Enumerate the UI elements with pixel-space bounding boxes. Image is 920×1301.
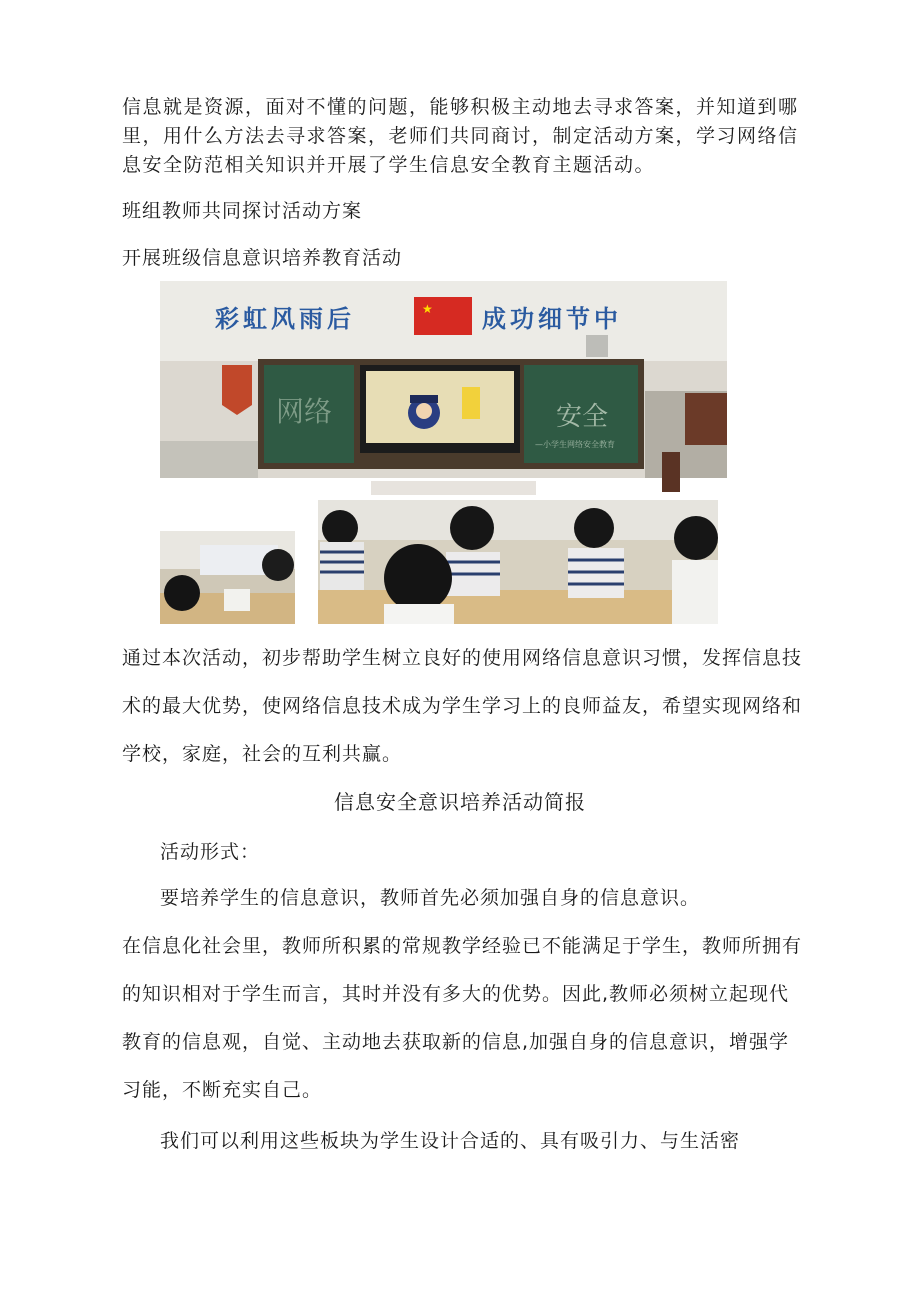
- board-right-text: 安全: [556, 402, 609, 432]
- society-paragraph: 在信息化社会里，教师所积累的常规教学经验已不能满足于学生，教师所拥有的知识相对于学生而言，其时并没有多大的优势。因此,教师必须树立起现代教育的信息观，自觉、主动地去获取新的信息,加强自身的信息意识，增强学习能，不断充实自己。: [122, 935, 803, 1101]
- last-paragraph: 我们可以利用这些板块为学生设计合适的、具有吸引力、与生活密: [160, 1130, 741, 1152]
- summary-paragraph: 通过本次活动，初步帮助学生树立良好的使用网络信息意识习惯，发挥信息技术的最大优势，使网络信息技术成为学生学习上的良师益友，希望实现网络和学校，家庭，社会的互利共赢。: [122, 647, 803, 765]
- svg-text:★: ★: [422, 302, 433, 316]
- activity-form-label: 活动形式：: [160, 841, 261, 863]
- teacher-awareness-paragraph: 要培养学生的信息意识，教师首先必须加强自身的信息意识。: [160, 887, 701, 909]
- board-subtitle: —小学生网络安全教育: [535, 440, 615, 449]
- banner-right-text: 成功细节中: [482, 305, 622, 333]
- students-large-photo: [318, 500, 718, 624]
- banner-left-text: 彩虹风雨后: [215, 305, 355, 333]
- caption-activity: 开展班级信息意识培养教育活动: [122, 247, 403, 269]
- intro-paragraph: 信息就是资源，面对不懂的问题，能够积极主动地去寻求答案，并知道到哪里，用什么方法去寻求答案，老师们共同商讨，制定活动方案，学习网络信息安全防范相关知识并开展了学生信息安全教育主题活动。: [122, 96, 799, 176]
- board-left-text: 网络: [276, 395, 333, 428]
- caption-teachers: 班组教师共同探讨活动方案: [122, 200, 363, 222]
- classroom-board-photo: [160, 281, 727, 478]
- class-pennant: [222, 365, 252, 415]
- report-title: 信息安全意识培养活动简报: [334, 790, 586, 814]
- strip-photo: [371, 481, 536, 495]
- students-small-photo: [160, 531, 295, 624]
- door-detail-photo: [662, 452, 680, 492]
